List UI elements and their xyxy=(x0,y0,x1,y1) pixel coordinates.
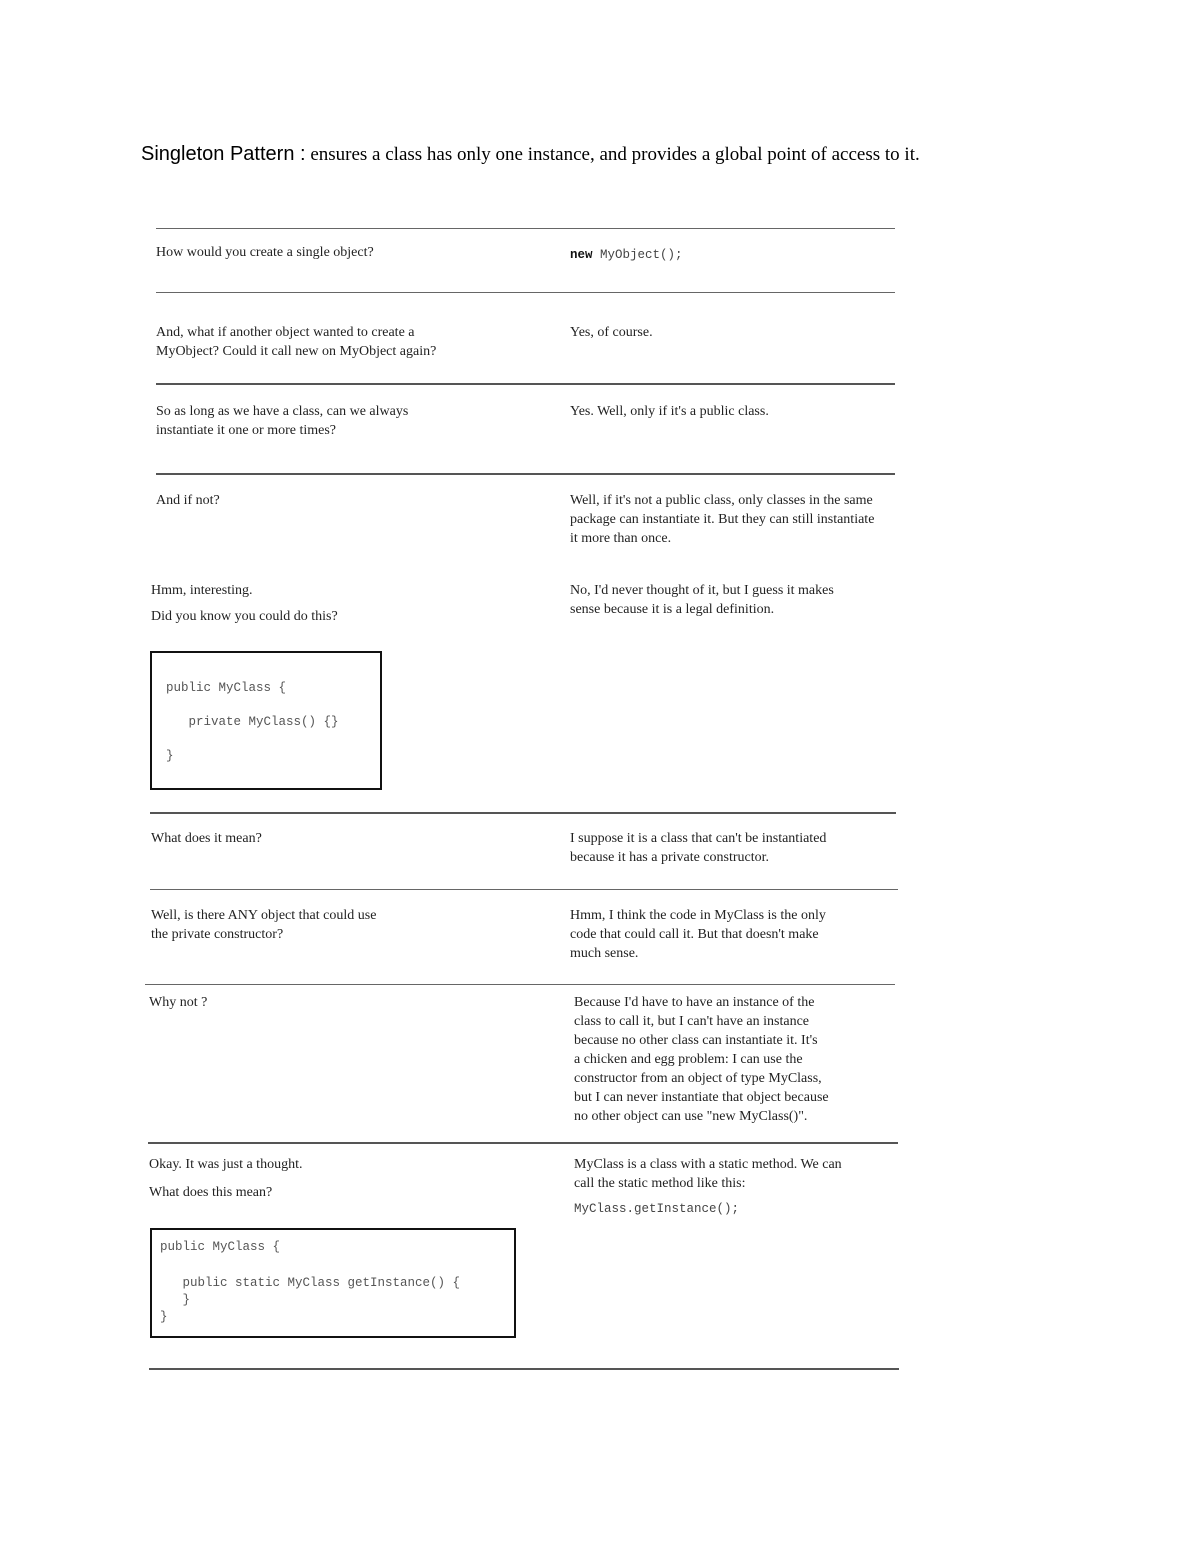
question-line: How would you create a single object? xyxy=(156,245,374,260)
answer-line: because it has a private constructor. xyxy=(570,850,770,865)
answer-2 xyxy=(570,323,653,342)
divider xyxy=(156,292,895,293)
answer-line: package can instantiate it. But they can still instantiate xyxy=(570,512,875,527)
divider xyxy=(150,812,896,814)
question-6 xyxy=(151,829,262,848)
answer-5 xyxy=(570,581,834,619)
answer-line: MyClass is a class with a static method. We can xyxy=(574,1157,842,1172)
question-1 xyxy=(156,243,374,262)
code-line: public MyClass { xyxy=(160,1240,281,1254)
divider xyxy=(148,1142,898,1144)
code-line: } xyxy=(160,1310,168,1324)
answer-line: much sense. xyxy=(570,946,639,961)
question-line: Did you know you could do this? xyxy=(151,609,338,624)
question-line: What does this mean? xyxy=(149,1185,273,1200)
answer-6 xyxy=(570,829,826,867)
code-line: public static MyClass getInstance() { xyxy=(160,1276,461,1290)
answer-4 xyxy=(570,491,874,548)
answer-line: code that could call it. But that doesn't make xyxy=(570,927,819,942)
question-4 xyxy=(156,491,220,510)
answer-7 xyxy=(570,906,826,963)
answer-line: call the static method like this: xyxy=(574,1176,746,1191)
answer-line: but I can never instantiate that object because xyxy=(574,1090,829,1105)
question-line: And, what if another object wanted to create a xyxy=(156,325,415,340)
code-keyword: new xyxy=(570,248,593,262)
answer-line: it more than once. xyxy=(570,531,672,546)
answer-line: Hmm, I think the code in MyClass is the only xyxy=(570,908,826,923)
question-line: instantiate it one or more times? xyxy=(156,423,337,438)
answer-3 xyxy=(570,402,769,421)
inline-code: MyObject(); xyxy=(592,248,683,262)
code-line: private MyClass() {} xyxy=(166,715,339,729)
question-7 xyxy=(151,906,376,944)
question-line: What does it mean? xyxy=(151,831,262,846)
divider xyxy=(150,889,898,890)
inline-code: MyClass.getInstance(); xyxy=(574,1202,740,1216)
code-line: } xyxy=(160,1293,191,1307)
divider xyxy=(145,984,895,985)
page-title xyxy=(141,143,1181,166)
answer-line: No, I'd never thought of it, but I guess it makes xyxy=(570,583,834,598)
question-line: Well, is there ANY object that could use xyxy=(151,908,377,923)
answer-line: Yes. Well, only if it's a public class. xyxy=(570,404,769,419)
divider xyxy=(149,1368,899,1370)
question-line: Hmm, interesting. xyxy=(151,583,253,598)
question-line: the private constructor? xyxy=(151,927,284,942)
answer-line: Yes, of course. xyxy=(570,325,653,340)
answer-9 xyxy=(574,1155,842,1219)
question-3 xyxy=(156,402,408,440)
divider xyxy=(156,228,895,229)
answer-line: a chicken and egg problem: I can use the xyxy=(574,1052,803,1067)
answer-1 xyxy=(570,245,683,265)
question-9 xyxy=(149,1155,302,1202)
question-line: So as long as we have a class, can we always xyxy=(156,404,409,419)
code-line: public MyClass { xyxy=(166,681,287,695)
title-rest: ensures a class has only one instance, and provides a global point of access to it. xyxy=(305,144,920,165)
question-8 xyxy=(149,993,207,1012)
question-line: And if not? xyxy=(156,493,220,508)
question-line: Okay. It was just a thought. xyxy=(149,1157,303,1172)
title-lead: Singleton Pattern : xyxy=(141,143,306,165)
answer-line: constructor from an object of type MyClass, xyxy=(574,1071,822,1086)
answer-8 xyxy=(574,993,829,1126)
answer-line: no other object can use "new MyClass()". xyxy=(574,1109,808,1124)
answer-line: I suppose it is a class that can't be instantiated xyxy=(570,831,827,846)
question-line: Why not ? xyxy=(149,995,208,1010)
answer-line: because no other class can instantiate it. It's xyxy=(574,1033,818,1048)
code-block-private-constructor xyxy=(150,651,382,790)
answer-line: class to call it, but I can't have an instance xyxy=(574,1014,809,1029)
code-block-static-getinstance xyxy=(150,1228,516,1338)
divider xyxy=(156,473,895,475)
question-5 xyxy=(151,581,338,626)
divider xyxy=(156,383,895,385)
question-line: MyObject? Could it call new on MyObject again? xyxy=(156,344,437,359)
answer-line: Because I'd have to have an instance of the xyxy=(574,995,815,1010)
question-2 xyxy=(156,323,436,361)
answer-line: Well, if it's not a public class, only classes in the same xyxy=(570,493,873,508)
code-line: } xyxy=(166,749,174,763)
answer-line: sense because it is a legal definition. xyxy=(570,602,775,617)
